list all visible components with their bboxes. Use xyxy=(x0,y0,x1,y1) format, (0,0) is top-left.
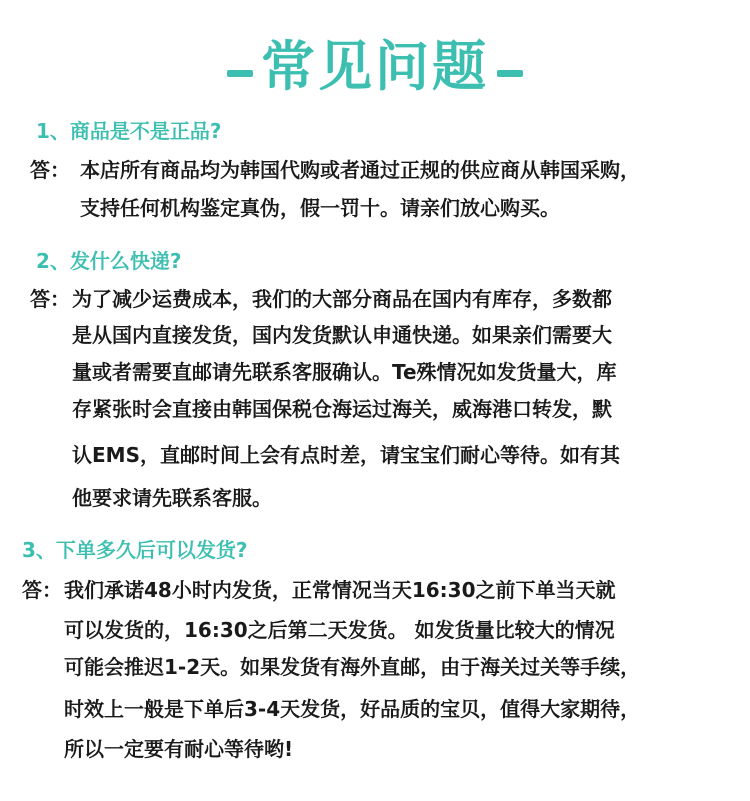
answer-line: 是从国内直接发货，国内发货默认申通快递。如果亲们需要大 xyxy=(72,323,612,347)
answer-label: 答： xyxy=(30,158,70,182)
answer-line: 本店所有商品均为韩国代购或者通过正规的供应商从韩国采购， xyxy=(80,158,640,182)
answer-line: 可能会推迟1-2天。如果发货有海外直邮，由于海关过关等手续， xyxy=(64,655,641,679)
answer-line: 支持任何机构鉴定真伪，假一罚十。请亲们放心购买。 xyxy=(80,196,560,220)
answer-line: 时效上一般是下单后3-4天发货，好品质的宝贝，值得大家期待， xyxy=(64,697,641,721)
answer-line: 我们承诺48小时内发货，正常情况当天16:30之前下单当天就 xyxy=(64,578,616,602)
answer-line: 所以一定要有耐心等待哟! xyxy=(64,737,294,761)
title-left-dash xyxy=(227,70,253,77)
page-header xyxy=(0,26,750,106)
answer-label: 答： xyxy=(30,287,70,311)
answer-line: 可以发货的，16:30之后第二天发货。 如发货量比较大的情况 xyxy=(64,618,615,642)
faq-question: 2、发什么快递? xyxy=(36,249,182,273)
faq-question: 3、下单多久后可以发货? xyxy=(22,538,248,562)
page-title: 常见问题 xyxy=(261,34,489,98)
answer-line: 认EMS，直邮时间上会有点时差，请宝宝们耐心等待。如有其 xyxy=(72,443,620,467)
answer-line: 量或者需要直邮请先联系客服确认。Te殊情况如发货量大，库 xyxy=(72,360,617,384)
answer-line: 他要求请先联系客服。 xyxy=(72,486,272,510)
answer-label: 答： xyxy=(22,578,62,602)
answer-line: 为了减少运费成本，我们的大部分商品在国内有库存，多数都 xyxy=(72,287,612,311)
faq-question: 1、商品是不是正品? xyxy=(36,119,222,143)
title-right-dash xyxy=(497,70,523,77)
answer-line: 存紧张时会直接由韩国保税仓海运过海关，威海港口转发，默 xyxy=(72,397,612,421)
